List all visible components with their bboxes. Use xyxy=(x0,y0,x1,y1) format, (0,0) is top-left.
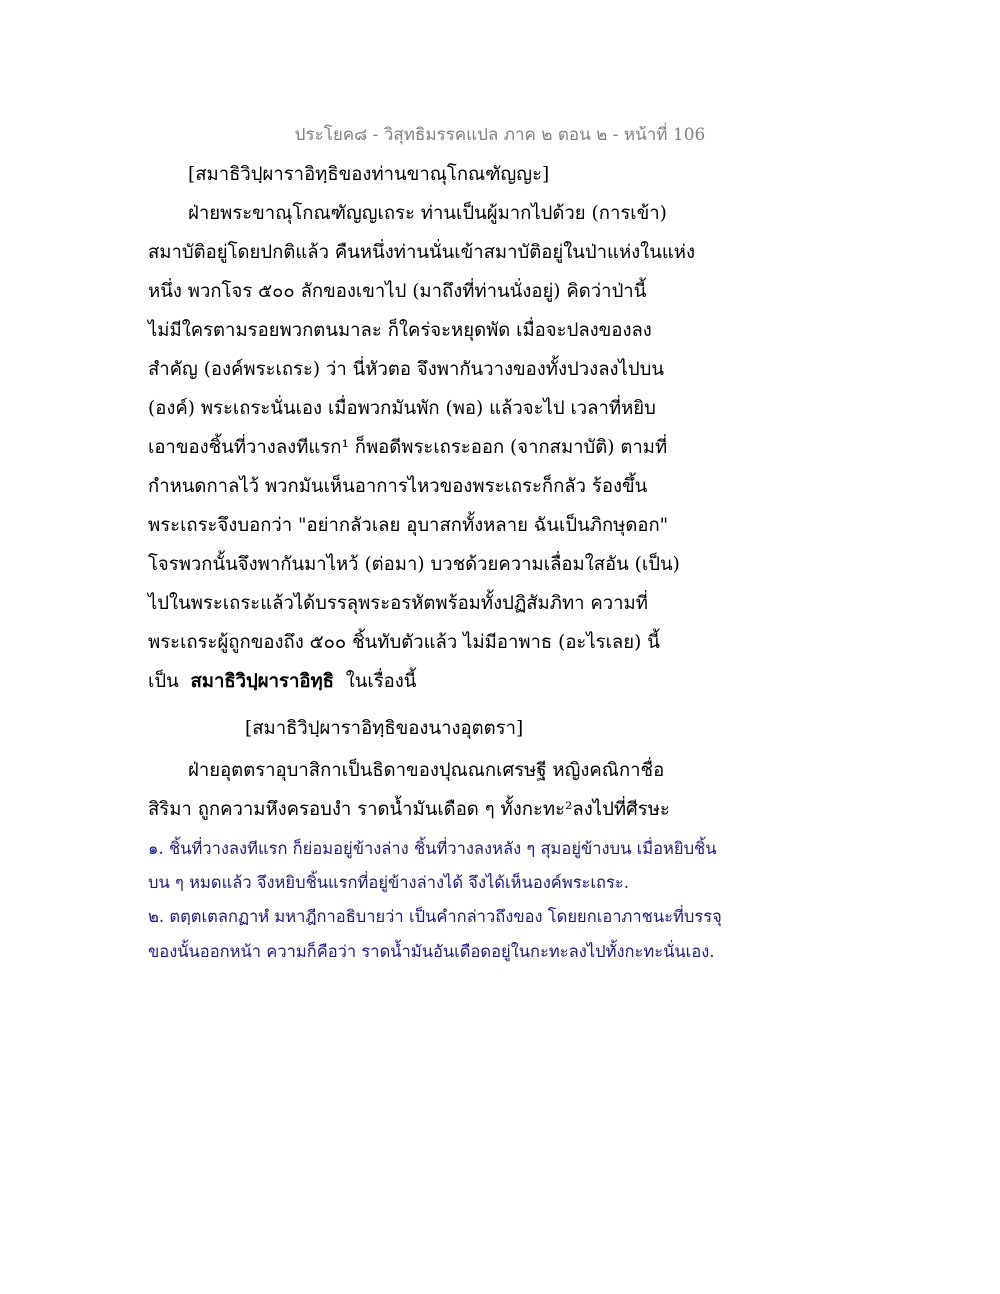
paragraph-line: สิริมา ถูกความหึงครอบงำ ราดน้ำมันเดือด ๆ ทั้งกะทะ²ลงไปที่ศีรษะ xyxy=(148,799,670,820)
paragraph-line: สมาบัติอยู่โดยปกติแล้ว คืนหนึ่งท่านนั่นเข้าสมาบัติอยู่ในป่าแห่งในแห่ง xyxy=(148,242,696,263)
paragraph-line: (องค์) พระเถระนั่นเอง เมื่อพวกมันพัก (พอ) แล้วจะไป เวลาที่หยิบ xyxy=(148,398,656,419)
footnote-line: ๑. ชิ้นที่วางลงทีแรก ก็ย่อมอยู่ข้างล่าง ชิ้นที่วางลงหลัง ๆ สุมอยู่ข้างบน เมื่อหยิบชิ้น xyxy=(148,839,717,858)
paragraph-line: พระเถระผู้ถูกของถึง ๕๐๐ ชิ้นทับตัวแล้ว ไม่มีอาพาธ (อะไรเลย) นี้ xyxy=(148,632,660,653)
paragraph-line: ไม่มีใครตามรอยพวกตนมาละ ก็ใคร่จะหยุดพัด เมื่อจะปลงของลง xyxy=(148,320,652,341)
paragraph-line: กำหนดกาลไว้ พวกมันเห็นอาการไหวของพระเถระก็กลัว ร้องขึ้น xyxy=(148,476,648,497)
footnote-line: ของนั้นออกหน้า ความก็คือว่า ราดน้ำมันอันเดือดอยู่ในกะทะลงไปทั้งกะทะนั่นเอง. xyxy=(148,942,715,961)
last-line-suffix: ในเรื่องนี้ xyxy=(345,671,417,692)
paragraph-line: ฝ่ายอุตตราอุบาสิกาเป็นธิดาของปุณณกเศรษฐี หญิงคณิกาชื่อ xyxy=(188,760,665,781)
section-heading-khanu-kondanna: [สมาธิวิปฺผาราอิทฺธิของท่านขาณุโกณฑัญญะ] xyxy=(188,164,550,185)
last-line-prefix: เป็น xyxy=(148,671,179,692)
footnote-line: ๒. ตตฺตเตลกฏาหํ มหาฎีกาอธิบายว่า เป็นคำกล่าวถึงของ โดยยกเอาภาชนะที่บรรจุ xyxy=(148,907,722,926)
paragraph-line: ฝ่ายพระขาณุโกณฑัญญเถระ ท่านเป็นผู้มากไปด้วย (การเข้า) xyxy=(188,203,667,224)
bold-term: สมาธิวิปฺผาราอิทฺธิ xyxy=(190,671,334,692)
footnote-line: บน ๆ หมดแล้ว จึงหยิบชิ้นแรกที่อยู่ข้างล่างได้ จึงได้เห็นองค์พระเถระ. xyxy=(148,873,630,892)
paragraph-line: หนึ่ง พวกโจร ๕๐๐ ลักของเขาไป (มาถึงที่ท่านนั่งอยู่) คิดว่าป่านี้ xyxy=(148,281,647,302)
paragraph-line: ไปในพระเถระแล้วได้บรรลุพระอรหัตพร้อมทั้งปฏิสัมภิทา ความที่ xyxy=(148,593,648,614)
section-heading-uttara: [สมาธิวิปฺผาราอิทฺธิของนางอุตตรา] xyxy=(245,718,524,739)
paragraph-line: พระเถระจึงบอกว่า "อย่ากลัวเลย อุบาสกทั้งหลาย ฉันเป็นภิกษุดอก" xyxy=(148,515,669,536)
paragraph-last-line xyxy=(148,667,416,697)
paragraph-line: โจรพวกนั้นจึงพากันมาไหว้ (ต่อมา) บวชด้วยความเลื่อมใสอัน (เป็น) xyxy=(148,554,680,575)
paragraph-line: เอาของชิ้นที่วางลงทีแรก¹ ก็พอดีพระเถระออก (จากสมาบัติ) ตามที่ xyxy=(148,437,668,458)
running-header: ประโยค๘ - วิสุทธิมรรคแปล ภาค ๒ ตอน ๒ - หน้าที่ 106 xyxy=(294,125,706,145)
paragraph-line: สำคัญ (องค์พระเถระ) ว่า นี่หัวตอ จึงพากันวางของทั้งปวงลงไปบน xyxy=(148,359,664,380)
